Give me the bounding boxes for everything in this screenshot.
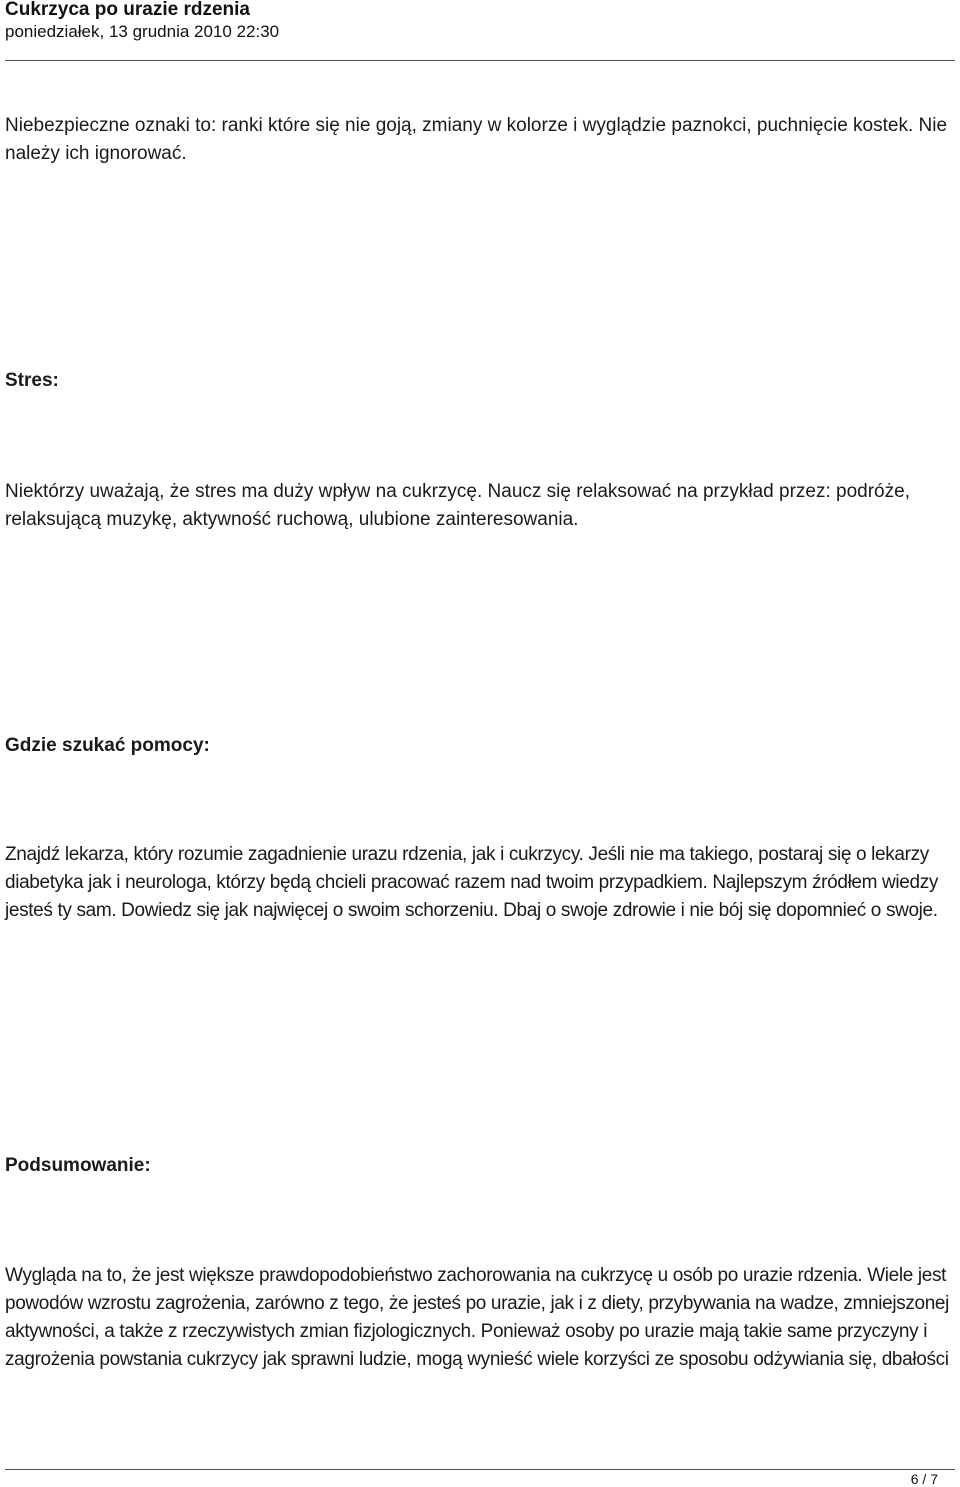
page-number: 6 / 7: [910, 1471, 938, 1487]
document-header: [5, 0, 955, 44]
heading-stress: Stres:: [5, 370, 59, 391]
paragraph-stress: Niektórzy uważają, że stres ma duży wpływ na cukrzycę. Naucz się relaksować na przykład przez: podróże, relaksującą muzykę, aktywność ruchową, ulubione zainteresowania.: [5, 481, 910, 530]
paragraph-warning-signs: Niebezpieczne oznaki to: ranki które się nie goją, zmiany w kolorze i wyglądzie paznokci, puchnięcie kostek. Nie należy ich ignorować.: [5, 115, 948, 164]
document-title: Cukrzyca po urazie rdzenia: [5, 0, 250, 20]
paragraph-where-to-find-help: Znajdź lekarza, który rozumie zagadnienie urazu rdzenia, jak i cukrzycy. Jeśli nie ma takiego, postaraj się o lekarzy diabetyka jak i neurologa, którzy będą chcieli pracować razem nad twoim przypadkiem. Najlepszym źródłem wiedzy jesteś ty sam. Dowiedz się jak najwięcej o swoim schorzeniu. Dbaj o swoje zdrowie i nie bój się dopomnieć o swoje.: [5, 844, 939, 921]
header-divider: [5, 60, 955, 61]
document-date: poniedziałek, 13 grudnia 2010 22:30: [5, 22, 280, 41]
heading-where-to-find-help: Gdzie szukać pomocy:: [5, 735, 210, 756]
heading-summary: Podsumowanie:: [5, 1155, 151, 1176]
paragraph-summary: Wygląda na to, że jest większe prawdopodobieństwo zachorowania na cukrzycę u osób po urazie rdzenia. Wiele jest powodów wzrostu zagrożenia, zarówno z tego, że jesteś po urazie, jak i z diety, przybywania na wadze, zmniejszonej aktywności, a także z rzeczywistych zmian fizjologicznych. Ponieważ osoby po urazie mają takie same przyczyny i zagrożenia powstania cukrzycy jak sprawni ludzie, mogą wynieść wiele korzyści ze sposobu odżywiania się, dbałości: [5, 1265, 950, 1370]
footer-divider: [5, 1469, 955, 1470]
